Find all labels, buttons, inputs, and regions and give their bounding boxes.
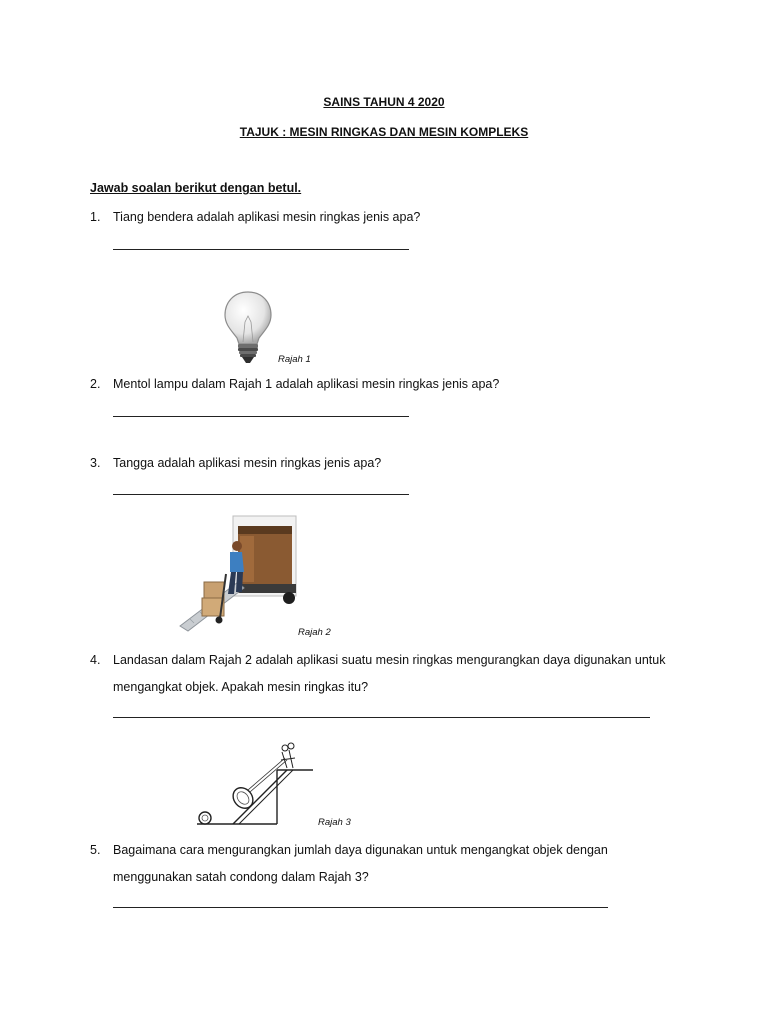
light-bulb-icon: [222, 290, 274, 366]
worksheet-title: SAINS TAHUN 4 2020: [323, 95, 445, 109]
instruction-text: Jawab soalan berikut dengan betul.: [90, 181, 302, 195]
rajah-2-caption: Rajah 2: [298, 627, 331, 638]
answer-line-4[interactable]: [113, 717, 650, 718]
answer-line-5[interactable]: [113, 907, 608, 908]
question-4-text-line-2: mengangkat objek. Apakah mesin ringkas itu?: [113, 680, 369, 694]
worksheet-topic: TAJUK : MESIN RINGKAS DAN MESIN KOMPLEKS: [239, 125, 529, 139]
question-1-text: Tiang bendera adalah aplikasi mesin ringkas jenis apa?: [113, 210, 421, 224]
question-3-number: 3.: [90, 456, 101, 470]
question-5-text-line-1: Bagaimana cara mengurangkan jumlah daya digunakan untuk mengangkat objek dengan: [113, 843, 608, 857]
question-3-text: Tangga adalah aplikasi mesin ringkas jenis apa?: [113, 456, 382, 470]
truck-ramp-icon: [178, 514, 300, 632]
question-1-number: 1.: [90, 210, 101, 224]
answer-line-1[interactable]: [113, 249, 409, 250]
rajah-1-caption: Rajah 1: [278, 354, 311, 365]
question-4-text-line-1: Landasan dalam Rajah 2 adalah aplikasi suatu mesin ringkas mengurangkan daya digunakan untuk: [113, 653, 666, 667]
question-2-text: Mentol lampu dalam Rajah 1 adalah aplikasi mesin ringkas jenis apa?: [113, 377, 500, 391]
question-5-number: 5.: [90, 843, 101, 857]
answer-line-3[interactable]: [113, 494, 409, 495]
inclined-plane-icon: [195, 740, 317, 828]
question-5-text-line-2: menggunakan satah condong dalam Rajah 3?: [113, 870, 369, 884]
answer-line-2[interactable]: [113, 416, 409, 417]
rajah-3-caption: Rajah 3: [318, 817, 351, 828]
question-2-number: 2.: [90, 377, 101, 391]
question-4-number: 4.: [90, 653, 101, 667]
